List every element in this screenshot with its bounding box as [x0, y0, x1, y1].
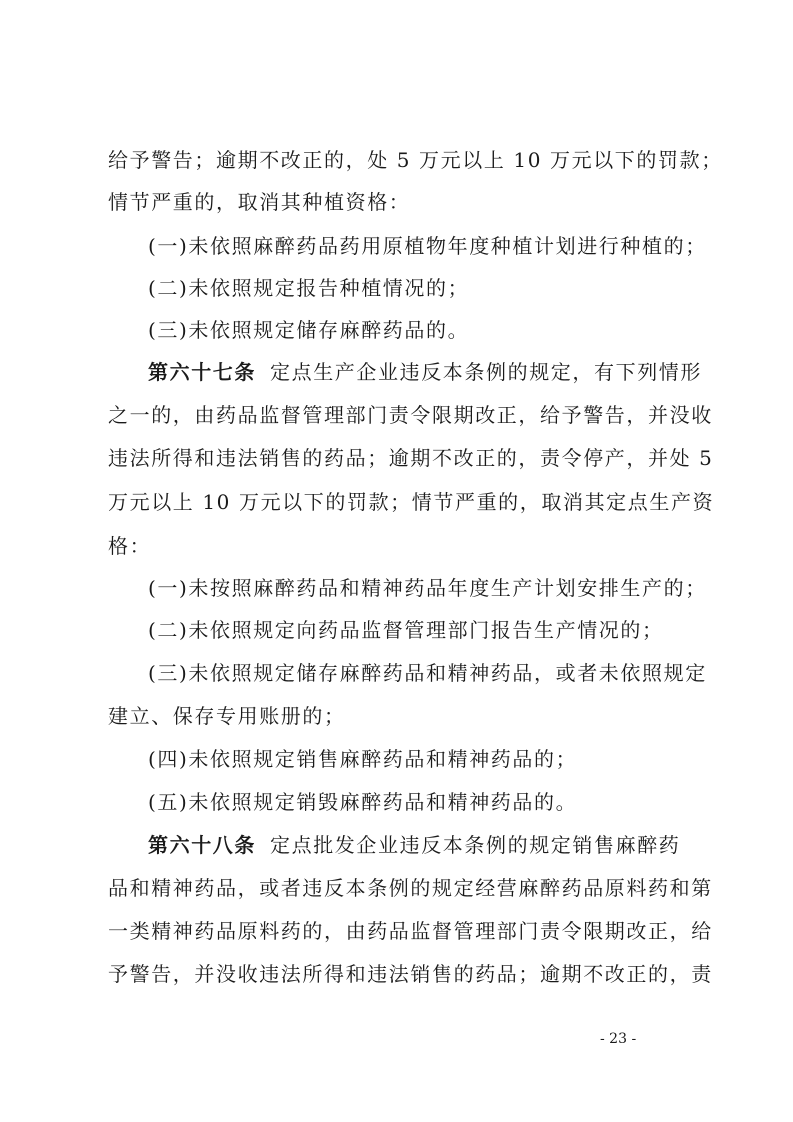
- article-heading-line: 第六十八条 定点批发企业违反本条例的规定销售麻醉药: [148, 833, 681, 857]
- text-line: 一类精神药品原料药的，由药品监督管理部门责令限期改正，给: [108, 919, 713, 943]
- article-heading-line: 第六十七条 定点生产企业违反本条例的规定，有下列情形: [148, 360, 702, 384]
- list-item: (四)未依照规定销售麻醉药品和精神药品的；: [148, 747, 578, 771]
- text-line: 之一的，由药品监督管理部门责令限期改正，给予警告，并没收: [108, 403, 713, 427]
- list-item: (二)未依照规定报告种植情况的；: [148, 276, 470, 300]
- list-item: (一)未按照麻醉药品和精神药品年度生产计划安排生产的；: [148, 576, 707, 600]
- article-number: 第六十七条: [148, 360, 256, 384]
- list-item: (三)未依照规定储存麻醉药品的。: [148, 318, 470, 342]
- list-item: (一)未依照麻醉药品药用原植物年度种植计划进行种植的；: [148, 234, 707, 258]
- page-number: - 23 -: [600, 1031, 637, 1047]
- text-line: 给予警告；逾期不改正的，处 5 万元以上 10 万元以下的罚款；: [108, 148, 723, 172]
- text-line: 予警告，并没收违法所得和违法销售的药品；逾期不改正的，责: [108, 962, 713, 986]
- list-item: (二)未依照规定向药品监督管理部门报告生产情况的；: [148, 618, 664, 642]
- text-line: 格：: [108, 534, 152, 558]
- list-item: (三)未依照规定储存麻醉药品和精神药品，或者未依照规定: [148, 661, 707, 685]
- article-number: 第六十八条: [148, 833, 256, 857]
- text-line: 万元以上 10 万元以下的罚款；情节严重的，取消其定点生产资: [108, 490, 715, 514]
- text-line: 建立、保存专用账册的；: [108, 704, 346, 728]
- text-line: 违法所得和违法销售的药品；逾期不改正的，责令停产，并处 5: [108, 446, 714, 470]
- text-line: 品和精神药品，或者违反本条例的规定经营麻醉药品原料药和第: [108, 876, 713, 900]
- list-item: (五)未依照规定销毁麻醉药品和精神药品的。: [148, 790, 578, 814]
- text-line: 情节严重的，取消其种植资格：: [108, 190, 411, 214]
